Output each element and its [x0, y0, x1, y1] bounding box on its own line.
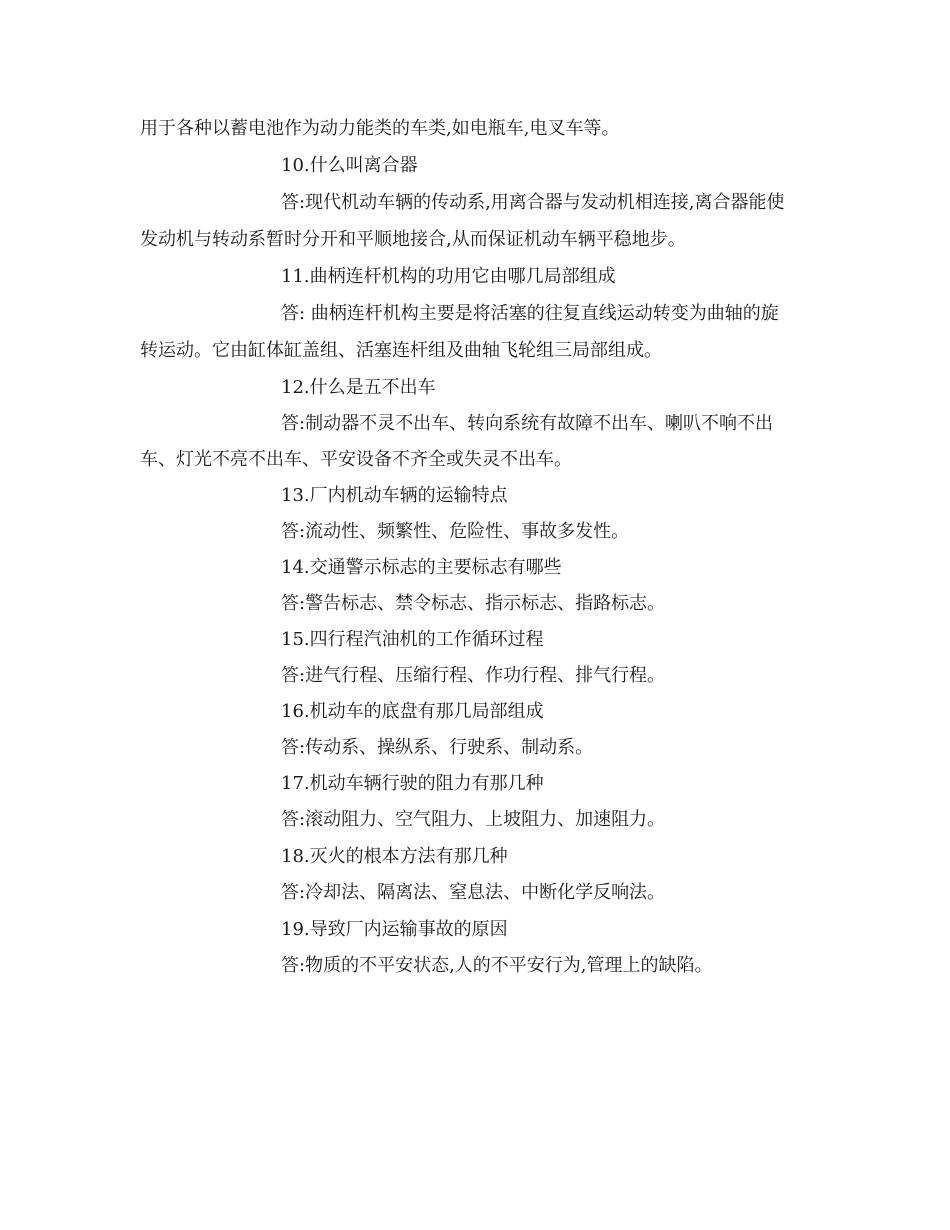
- answer-18: 答:冷却法、隔离法、窒息法、中断化学反响法。: [281, 882, 666, 903]
- answer-10-line-1: 答:现代机动车辆的传动系,用离合器与发动机相连接,离合器能使: [281, 192, 785, 213]
- question-15: 15.四行程汽油机的工作循环过程: [281, 629, 544, 650]
- answer-12-line-2: 车、灯光不亮不出车、平安设备不齐全或失灵不出车。: [140, 449, 572, 470]
- question-12: 12.什么是五不出车: [281, 377, 436, 398]
- paragraph-line: 用于各种以蓄电池作为动力能类的车类,如电瓶车,电叉车等。: [140, 118, 620, 139]
- question-11: 11.曲柄连杆机构的功用它由哪几局部组成: [281, 266, 616, 287]
- answer-19: 答:物质的不平安状态,人的不平安行为,管理上的缺陷。: [281, 955, 713, 976]
- answer-17: 答:滚动阻力、空气阻力、上坡阻力、加速阻力。: [281, 809, 666, 830]
- answer-11-line-2: 转运动。它由缸体缸盖组、活塞连杆组及曲轴飞轮组三局部组成。: [140, 340, 662, 361]
- question-13: 13.厂内机动车辆的运输特点: [281, 485, 508, 506]
- question-18: 18.灭火的根本方法有那几种: [281, 846, 508, 867]
- question-16: 16.机动车的底盘有那几局部组成: [281, 701, 544, 722]
- answer-11-line-1: 答: 曲柄连杆机构主要是将活塞的往复直线运动转变为曲轴的旋: [281, 303, 779, 324]
- answer-15: 答:进气行程、压缩行程、作功行程、排气行程。: [281, 665, 666, 686]
- question-10: 10.什么叫离合器: [281, 155, 418, 176]
- question-14: 14.交通警示标志的主要标志有哪些: [281, 557, 562, 578]
- question-17: 17.机动车辆行驶的阻力有那几种: [281, 773, 544, 794]
- answer-12-line-1: 答:制动器不灵不出车、转向系统有故障不出车、喇叭不响不出: [281, 413, 774, 434]
- answer-13: 答:流动性、频繁性、危险性、事故多发性。: [281, 521, 630, 542]
- answer-10-line-2: 发动机与转动系暂时分开和平顺地接合,从而保证机动车辆平稳地步。: [140, 229, 686, 250]
- answer-16: 答:传动系、操纵系、行驶系、制动系。: [281, 737, 594, 758]
- question-19: 19.导致厂内运输事故的原因: [281, 919, 508, 940]
- answer-14: 答:警告标志、禁令标志、指示标志、指路标志。: [281, 593, 666, 614]
